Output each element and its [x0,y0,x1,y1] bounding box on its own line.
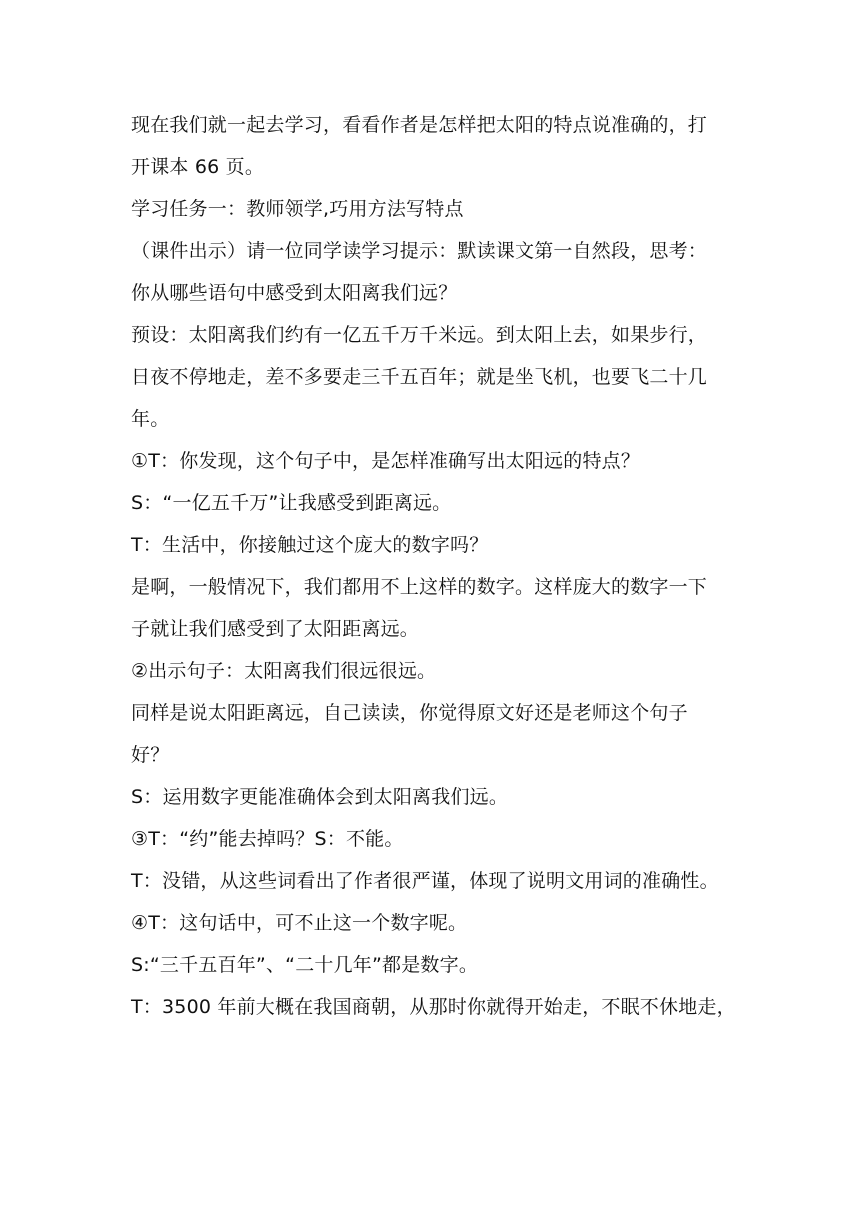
paragraph-line: T：生活中，你接触过这个庞大的数字吗？ [131,534,489,556]
paragraph-line: 子就让我们感受到了太阳距离远。 [131,618,420,640]
paragraph-line: ①T：你发现，这个句子中，是怎样准确写出太阳远的特点？ [131,450,641,472]
paragraph-line: 预设：太阳离我们约有一亿五千万千米远。到太阳上去，如果步行， [131,324,708,346]
paragraph-line: 年。 [131,408,170,430]
paragraph-line: S：“一亿五千万”让我感受到距离远。 [131,492,452,514]
paragraph-line: 开课本 66 页。 [131,156,265,178]
paragraph-line: 你从哪些语句中感受到太阳离我们远？ [131,282,458,304]
document-body [131,104,741,1028]
paragraph-line: 同样是说太阳距离远，自己读读，你觉得原文好还是老师这个句子 [131,702,688,724]
section-heading: 学习任务一：教师领学,巧用方法写特点 [131,198,464,220]
paragraph-line: T：3500 年前大概在我国商朝，从那时你就得开始走，不眠不休地走， [131,996,736,1018]
paragraph-line: T：没错，从这些词看出了作者很严谨，体现了说明文用词的准确性。 [131,870,719,892]
paragraph-line: S:“三千五百年”、“二十几年”都是数字。 [131,954,479,976]
paragraph-line: 是啊，一般情况下，我们都用不上这样的数字。这样庞大的数字一下 [131,576,708,598]
paragraph-line: 日夜不停地走，差不多要走三千五百年；就是坐飞机，也要飞二十几 [131,366,708,388]
paragraph-line: 好？ [131,744,170,766]
paragraph-line: （课件出示）请一位同学读学习提示：默读课文第一自然段，思考： [131,240,708,262]
paragraph-line: S：运用数字更能准确体会到太阳离我们远。 [131,786,509,808]
paragraph-line: ④T：这句话中，可不止这一个数字呢。 [131,912,468,934]
paragraph-line: 现在我们就一起去学习，看看作者是怎样把太阳的特点说准确的，打 [131,114,708,136]
paragraph-line: ②出示句子：太阳离我们很远很远。 [131,660,437,682]
paragraph-line: ③T：“约”能去掉吗？S：不能。 [131,828,404,850]
